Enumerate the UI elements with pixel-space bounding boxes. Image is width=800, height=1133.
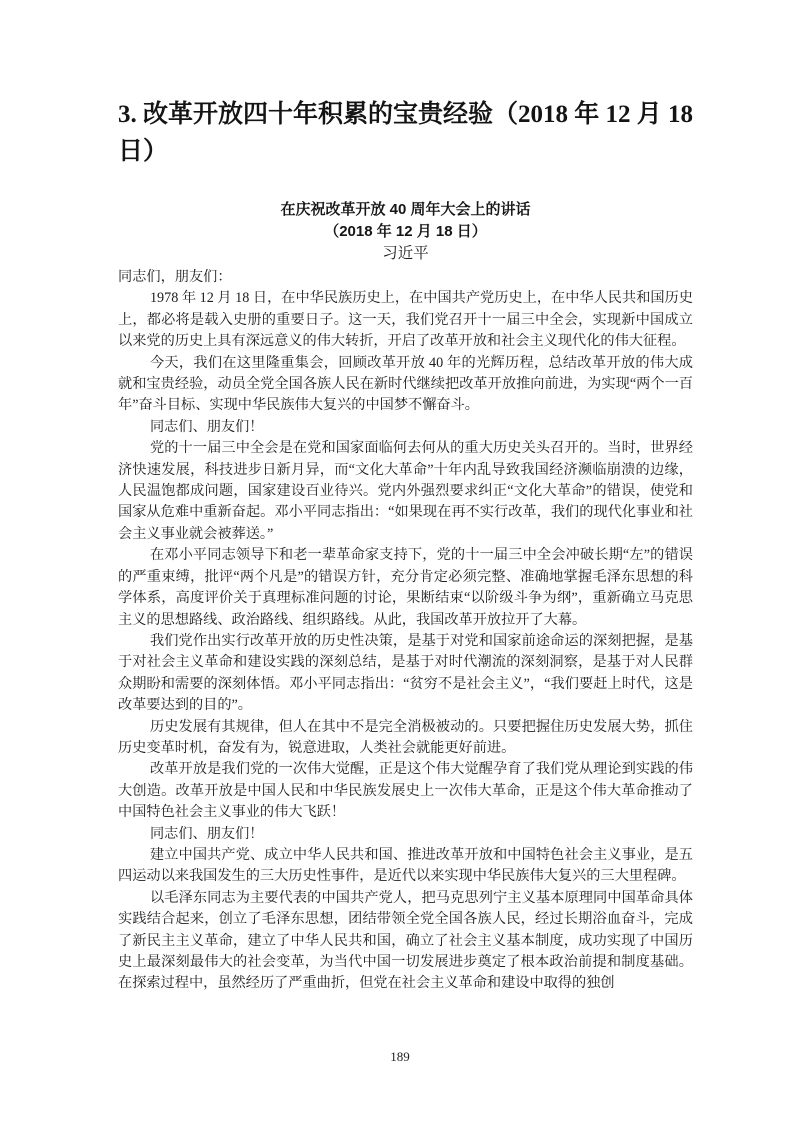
speech-title: 在庆祝改革开放 40 周年大会上的讲话 <box>280 201 531 218</box>
body-paragraphs <box>118 267 693 995</box>
paragraph: 今天，我们在这里隆重集会，回顾改革开放 40 年的光辉历程，总结改革开放的伟大成就和宝贵经验，动员全党全国各族人民在新时代继续把改革开放推向前进，为实现“两个一百年”奋斗目标、实现中华民族伟大复兴的中国梦不懈奋斗。 <box>118 354 693 414</box>
paragraph: 我们党作出实行改革开放的历史性决策，是基于对党和国家前途命运的深刻把握，是基于对社会主义革命和建设实践的深刻总结，是基于对时代潮流的深刻洞察，是基于对人民群众期盼和需要的深刻体悟。邓小平同志指出：“贫穷不是社会主义”，“我们要赶上时代，这是改革要达到的目的”。 <box>118 632 693 714</box>
subtitle-block <box>118 199 693 265</box>
paragraph: 同志们、朋友们！ <box>149 418 264 435</box>
paragraph: 历史发展有其规律，但人在其中不是完全消极被动的。只要把握住历史发展大势，抓住历史变革时机，奋发有为，锐意进取，人类社会就能更好前进。 <box>118 718 693 756</box>
document-heading: 3. 改革开放四十年积累的宝贵经验（2018 年 12 月 18 日） <box>118 101 694 165</box>
speech-date: （2018 年 12 月 18 日） <box>324 223 487 240</box>
paragraph: 1978 年 12 月 18 日，在中华民族历史上，在中国共产党历史上，在中华人民共和国历史上，都必将是载入史册的重要日子。这一天，我们党召开十一届三中全会，实现新中国成立以来党的历史上具有深远意义的伟大转折，开启了改革开放和社会主义现代化的伟大征程。 <box>118 290 693 350</box>
paragraph: 建立中国共产党、成立中华人民共和国、推进改革开放和中国特色社会主义事业，是五四运动以来我国发生的三大历史性事件，是近代以来实现中华民族伟大复兴的三大里程碑。 <box>118 846 693 885</box>
paragraph: 同志们、朋友们！ <box>149 825 264 842</box>
paragraph: 以毛泽东同志为主要代表的中国共产党人，把马克思列宁主义基本原理同中国革命具体实践结合起来，创立了毛泽东思想，团结带领全党全国各族人民，经过长期浴血奋斗，完成了新民主主义革命，建立了中华人民共和国，确立了社会主义基本制度，成功实现了中国历史上最深刻最伟大的社会变革，为当代中国一切发展进步奠定了根本政治前提和制度基础。在探索过程中，虽然经历了严重曲折，但党在社会主义革命和建设中取得的独创 <box>118 889 693 992</box>
paragraph: 在邓小平同志领导下和老一辈革命家支持下，党的十一届三中全会冲破长期“左”的错误的严重束缚，批评“两个凡是”的错误方针，充分肯定必须完整、准确地掌握毛泽东思想的科学体系，高度评价关于真理标准问题的讨论，果断结束“以阶级斗争为纲”，重新确立马克思主义的思想路线、政治路线、组织路线。从此，我国改革开放拉开了大幕。 <box>118 547 693 628</box>
page-number: 189 <box>390 1049 410 1064</box>
paragraph: 同志们，朋友们： <box>118 269 232 285</box>
paragraph: 改革开放是我们党的一次伟大觉醒，正是这个伟大觉醒孕育了我们党从理论到实践的伟大创造。改革开放是中国人民和中华民族发展史上一次伟大革命，正是这个伟大革命推动了中国特色社会主义事业的伟大飞跃！ <box>118 761 693 821</box>
document-content <box>118 0 693 995</box>
speech-author: 习近平 <box>382 245 429 262</box>
paragraph: 党的十一届三中全会是在党和国家面临何去何从的重大历史关头召开的。当时，世界经济快速发展，科技进步日新月异，而“文化大革命”十年内乱导致我国经济濒临崩溃的边缘，人民温饱都成问题，国家建设百业待兴。党内外强烈要求纠正“文化大革命”的错误，使党和国家从危难中重新奋起。邓小平同志指出：“如果现在再不实行改革，我们的现代化事业和社会主义事业就会被葬送。” <box>118 440 693 542</box>
